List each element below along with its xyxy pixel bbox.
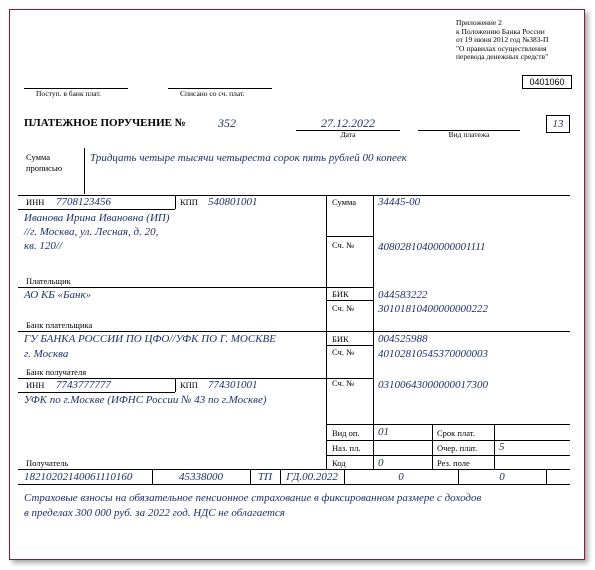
payee-bank-bik-label: БИК <box>332 334 349 344</box>
tax-oktmo: 45338000 <box>179 471 223 483</box>
received-label: Поступ. в банк плат. <box>36 89 101 98</box>
tax-doc-number: 0 <box>398 471 404 483</box>
payer-bank-bik-label: БИК <box>332 289 349 299</box>
payee-bank-bik: 004525988 <box>378 333 428 345</box>
appendix-line-2: к Положению Банка России <box>456 26 545 36</box>
payee-bank-name: ГУ БАНКА РОССИИ ПО ЦФО//УФК ПО Г. МОСКВЕ <box>24 333 276 345</box>
sum-label: Сумма <box>332 197 357 207</box>
tax-kbk: 18210202140061110160 <box>24 471 133 483</box>
payer-name-line-2: //г. Москва, ул. Лесная, д. 20, <box>24 226 159 238</box>
amount-words-label <box>26 152 62 174</box>
priority: 5 <box>499 441 505 453</box>
appendix-line-1: Приложение 2 <box>456 18 502 27</box>
payee-kpp: 774301001 <box>208 379 258 391</box>
payment-type-label: Вид платежа <box>448 130 490 139</box>
op-type: 01 <box>378 426 389 438</box>
payer-kpp: 540801001 <box>208 196 258 208</box>
payee-account: 03100643000000017300 <box>378 379 488 391</box>
payee-kpp-label: КПП <box>180 380 198 390</box>
payee-name: УФК по г.Москве (ИФНС России № 43 по г.Москве) <box>24 394 267 406</box>
payer-kpp-label: КПП <box>180 197 198 207</box>
payee-label: Получатель <box>26 458 69 468</box>
sum-value: 34445-00 <box>378 196 421 208</box>
appendix-note <box>456 19 548 62</box>
appendix-line-5: перевода денежных средств" <box>456 52 549 61</box>
purpose-code-label: Наз. пл. <box>332 443 361 453</box>
reserve-label: Рез. поле <box>437 458 470 468</box>
tax-doc-date: 0 <box>499 471 505 483</box>
priority-label: Очер. плат. <box>437 443 478 453</box>
status-code: 13 <box>546 115 570 133</box>
payer-label: Плательщик <box>26 276 71 286</box>
payment-purpose-line-1: Страховые взносы на обязательное пенсионное страхование в фиксированном размере с доходов <box>24 492 482 504</box>
payee-account-label: Сч. № <box>332 378 355 388</box>
payer-name-line-1: Иванова Ирина Ивановна (ИП) <box>24 212 170 224</box>
payer-account: 40802810400000001111 <box>378 241 486 253</box>
code-label: Код <box>332 458 346 468</box>
payment-purpose-line-2: в пределах 300 000 руб. за 2022 год. НДС не облагается <box>24 507 285 519</box>
document-title: ПЛАТЕЖНОЕ ПОРУЧЕНИЕ № <box>24 117 186 129</box>
payer-bank-label: Банк плательщика <box>26 320 93 330</box>
form-code-box: 0401060 <box>522 75 572 89</box>
payee-bank-account: 40102810545370000003 <box>378 348 488 360</box>
debited-label: Списано со сч. плат. <box>180 89 245 98</box>
payer-account-label: Сч. № <box>332 240 355 250</box>
term-label: Срок плат. <box>437 428 475 438</box>
payee-inn: 7743777777 <box>56 379 111 391</box>
payer-bank-bik: 044583222 <box>378 289 428 301</box>
payer-inn: 7708123456 <box>56 196 111 208</box>
payee-bank-city: г. Москва <box>24 348 69 360</box>
amount-words-label-2: прописью <box>26 163 63 173</box>
payee-bank-label: Банк получателя <box>26 367 87 377</box>
op-type-label: Вид оп. <box>332 428 360 438</box>
payer-name <box>24 211 170 253</box>
code: 0 <box>378 457 384 469</box>
payer-bank-account-label: Сч. № <box>332 303 355 313</box>
payer-bank-account: 30101810400000000222 <box>378 303 488 315</box>
amount-words-label-1: Сумма <box>26 152 51 162</box>
appendix-line-4: "О правилах осуществления <box>456 43 547 53</box>
tax-basis: ТП <box>257 471 273 483</box>
tax-period: ГД.00.2022 <box>286 471 338 483</box>
payment-purpose <box>24 491 481 521</box>
appendix-line-3: от 19 июня 2012 год №383-П <box>456 35 549 44</box>
amount-in-words: Тридцать четыре тысячи четыреста сорок пять рублей 00 копеек <box>90 152 407 164</box>
payee-bank-account-label: Сч. № <box>332 347 355 357</box>
document-number: 352 <box>218 116 236 130</box>
payee-inn-label: ИНН <box>26 380 45 390</box>
payer-bank-name: АО КБ «Банк» <box>24 289 92 301</box>
payer-inn-label: ИНН <box>26 197 45 207</box>
payer-name-line-3: кв. 120// <box>24 240 63 252</box>
date-label: Дата <box>340 130 356 139</box>
document-date: 27.12.2022 <box>321 116 375 130</box>
